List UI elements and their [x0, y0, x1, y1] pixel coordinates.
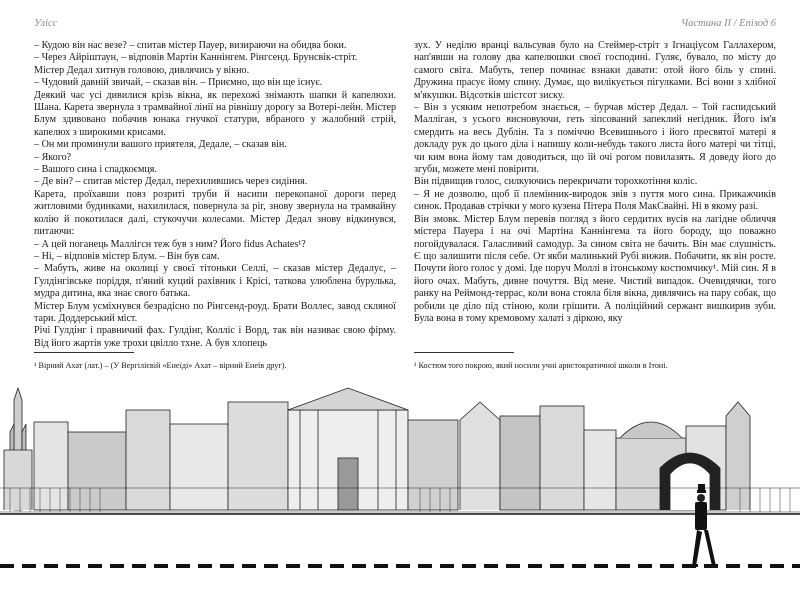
paragraph: Деякий час усі дивилися крізь вікна, як перехожі знімають шапки й капелюхи. Шана. Карета звернула з трамвайної лінії на рівнішу дорогу за Вотері-лейн. Містер Блум здивовано побачив юнака гнучкої статури, вбраного у жалобний стрій, капелюх з широкими крисами. [34, 89, 396, 138]
paragraph: Карета, проїхавши повз розриті труби й насипи перекопаної дороги перед житловими будинками, нахилилася, повернула за ріг, знову звернула на трамвайну колію й покотилася далі, стукочучи колесами. Містер Дедал знову відкинувся, питаючи: [34, 188, 396, 238]
running-head-right: Частина ІІ / Епізод 6 [680, 18, 776, 29]
streetscape-illustration [0, 380, 800, 592]
paragraph: – Де він? – спитав містер Дедал, перехилившись через сидіння. [34, 176, 308, 188]
footnote-rule [34, 352, 134, 353]
paragraph: Річі Гулдінг і правничий фах. Гулдінг, Колліс і Ворд, так він називає свою фірму. Від його жартів уже трохи цвілло тхне. А був хлопець [34, 325, 396, 349]
college-facade-drawing [288, 388, 408, 510]
left-body-text [34, 40, 396, 350]
paragraph: – Ні, – відповів містер Блум. – Він був сам. [34, 250, 220, 262]
gateway-arch-drawing [660, 453, 720, 510]
footnote-left: ¹ Вірний Ахат (лат.) – (У Вергілієвій «Енеїді» Ахат – вірний Енеїв друг). [34, 361, 287, 370]
paragraph: Містер Дедал хитнув головою, дивлячись у вікно. [34, 64, 250, 76]
right-page [414, 0, 776, 380]
paragraph: – Він з усяким непотребом знається, – бурчав містер Дедал. – Той гаспидський Малліган, з усього висновуючи, геть зіпсований запеклий негідник. Його ім'я смердить на весь Дублін. Та з поміччю Всевишнього і його пресвятої матері я докладу рук до цього діла і напишу коли-небудь такого листа його матері чи тітці, чи ким вона йому там доводиться, що їй очі рогом повилазять. Я доведу його до згуби, можете мені повірити. [414, 102, 776, 176]
paragraph: – Мабуть, живе на околиці у своєї тітоньки Селлі, – сказав містер Дедалус, – Гулдінгівське поріддя, п'яний куций рахівник і Крісі, таткова улюблена бурулька, мудра дитина, яка знає свого батька. [34, 263, 396, 300]
paragraph: Він підвищив голос, силкуючись перекричати торохкотіння коліс. [414, 176, 698, 188]
center-buildings-drawing [408, 402, 616, 510]
paragraph: – Чудовий давній звичай, – сказав він. – Приємно, що він ще існує. [34, 77, 323, 89]
paragraph: – Кудою він нас везе? – спитав містер Пауер, визираючи на обидва боки. [34, 40, 347, 51]
paragraph: – Вашого сина і спадкоємця. [34, 164, 157, 176]
paragraph: – Я не дозволю, щоб її племінник-виродок звів з пуття мого сина. Прикажчиків синок. Продавав стрічки у мого кузена Пітера Поля МакСвайні. Ні в якому разі. [414, 188, 776, 213]
church-spire-drawing [4, 388, 32, 510]
paragraph: – Через Айріштаун, – відповів Мартін Каннінгем. Рінгсенд. Брунсвік-стріт. [34, 52, 358, 64]
paragraph: зух. У неділю вранці вальсував було на Стеймер-стріт з Ігнаціусом Галлахером, нап'явши на голову два капелюшки своєї господині. Гуляє, бувало, по місту до самого світа. Мабуть, тепер починає взнаки давати: отой його біль у спині. Дружина прасує йому спину. Думає, що вилікується пігулками. Всі вони з хлібної м'якушки. Відсотків шістсот зиску. [414, 40, 776, 101]
paragraph: – Он ми проминули вашого приятеля, Дедале, – сказав він. [34, 139, 287, 151]
paragraph: – Якого? [34, 151, 72, 163]
paragraph: – А цей поганець Маллігсн теж був з ним? Його fidus Achates¹? [34, 238, 306, 250]
paragraph: Містер Блум усміхнувся безрадісно по Рінгсенд-роуд. Брати Воллес, завод скляної тари. Доддерський міст. [34, 300, 396, 324]
left-buildings-drawing [34, 402, 288, 510]
running-head-left: Улісс [34, 18, 58, 29]
left-page [34, 0, 396, 380]
footnote-right: ¹ Костюм того покрою, який носили учні аристократичної школи в Ітоні. [414, 361, 668, 370]
paragraph: Він змовк. Містер Блум перевів погляд з його сердитих вусів на лагідне обличчя містера Пауера і на очі Мартіна Каннінгема та його бороду, що поважно погойдувалася. Галасливий самодур. За сином світа не бачить. Він має слушність. Є що залишити після себе. От якби малинький Рубі вижив. Побачити, як він росте. Почути його голос у домі. Іде поруч Моллі в ітонському костюмчику¹. Мій син. Я в його очах. Мабуть, дивне почуття. Від мене. Чистий випадок. Очевидячки, того ранку на Реймонд-террас, коли вона стояла біля вікна, дивлячись на пару собак, що робили це діло під стіною, коли грішити. А поліційний сержант вишкирив зуби. Була вона в тому кремовому халаті з діркою, яку [414, 213, 776, 324]
right-body-text [414, 40, 776, 325]
footnote-rule [414, 352, 514, 353]
